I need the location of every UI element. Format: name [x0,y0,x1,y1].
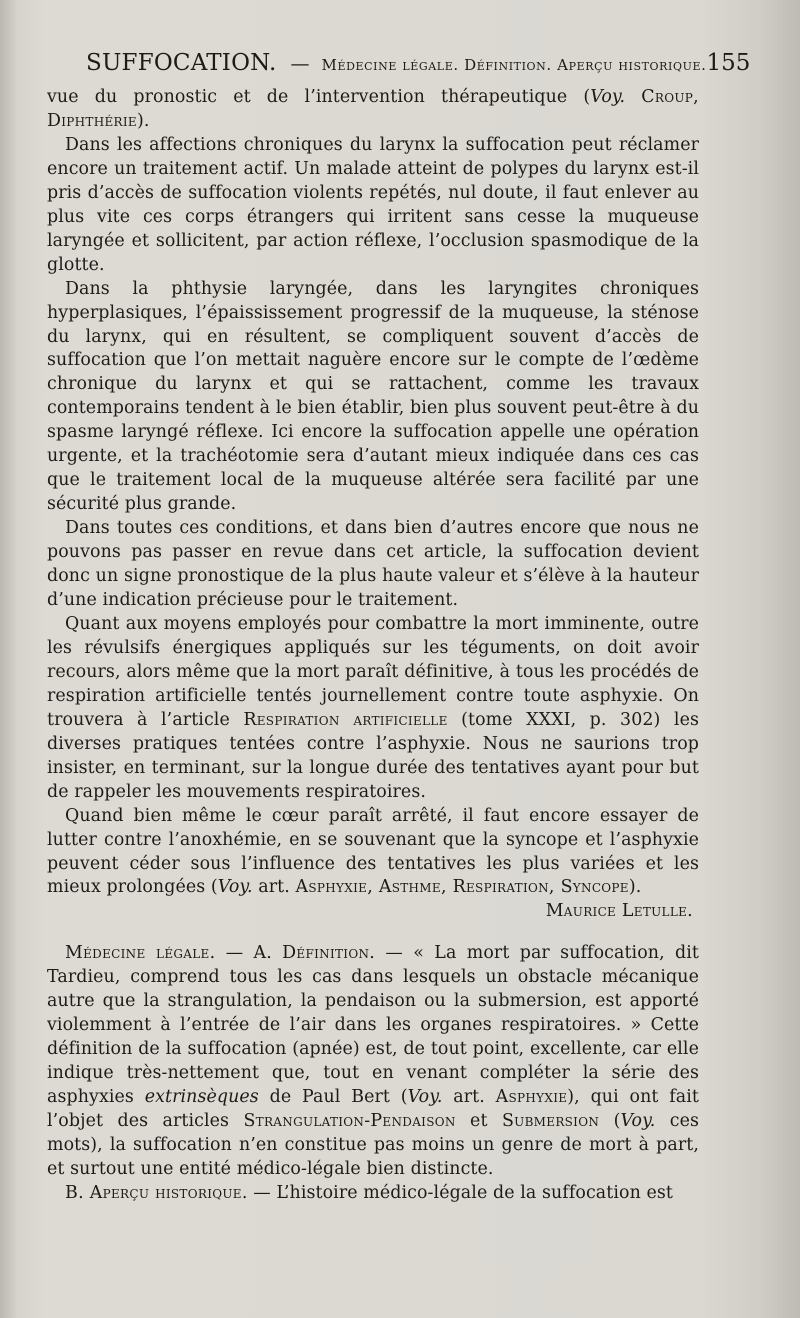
section-gap [47,924,699,942]
cross-reference: Submersion [501,1111,600,1132]
paragraph: Dans la phthysie laryngée, dans les laryngites chroniques hyperplasiques, l’épaississement progressif de la muqueuse, la sténose du larynx, qui en résultent, se compliquent souvent d’accès de suffocation que l’on mettait naguère encore sur le compte de l’œdème chronique du larynx et qui se rattachent, comme les travaux contemporains tendent à le bien établir, bien plus souvent peut-être à du spasme laryngé réflexe. Ici encore la suffocation appelle une opération urgente, et la trachéotomie sera d’autant mieux indiquée dans ces cas que le traitement local de la muqueuse altérée sera facilité par une sécurité plus grande. [47,278,699,515]
cross-reference: Asphyxie, Asthme, Respiration, Syncope [295,877,629,898]
section-heading: Médecine légale. [65,943,216,964]
section-paragraph: B. Aperçu historique. — L’histoire médico-légale de la suffocation est [65,1182,674,1203]
paragraph: Quant aux moyens employés pour combattre la mort imminente, outre les révulsifs énergiques appliqués sur les téguments, on doit avoir recours, alors même que la mort paraît définitive, à tous les procédés de respiration artificielle tentés journellement contre toute asphyxie. On trouvera à l’article Respiration artificielle (tome XXXI, p. 302) les diverses pratiques tentées contre l’asphyxie. Nous ne saurions trop insister, en terminant, sur la longue durée des tentatives ayant pour but de rappeler les mouvements respiratoires. [47,613,699,802]
paragraph-continuation: vue du pronostic et de l’intervention thérapeutique (Voy. Croup, Diphthérie). [47,87,699,131]
italic-term: extrinsèques [144,1087,259,1108]
body-text [47,86,699,1206]
header-title: SUFFOCATION. [86,50,277,76]
header-subtitle: Médecine légale. Définition. Aperçu historique. [321,56,707,74]
section-paragraph: Médecine légale. — A. Définition. — « La mort par suffocation, dit Tardieu, comprend tous les cas dans lesquels un obstacle mécanique autre que la strangulation, la pendaison ou la submersion, est apporté violemment à l’entrée de l’air dans les organes respiratoires. » Cette définition de la suffocation (apnée) est, de tout point, excellente, car elle indique très-nettement que, tout en venant compléter la série des asphyxies extrinsèques de Paul Bert (Voy. art. Asphyxie), qui ont fait l’objet des articles Strangulation-Pendaison et Submersion (Voy. ces mots), la suffocation n’en constitue pas moins un genre de mort à part, et surtout une entité médico-légale bien distincte. [47,943,700,1179]
voy-abbrev: Voy. [217,877,253,898]
paragraph: Dans les affections chroniques du larynx la suffocation peut réclamer encore un traitement actif. Un malade atteint de polypes du larynx est-il pris d’accès de suffocation violents repétés, nul doute, il faut enlever au plus vite ces corps étrangers qui irritent sans cesse la muqueuse laryngée et sollicitent, par action réflexe, l’occlusion spasmodique de la glotte. [47,134,699,275]
subsection-heading: Définition. [282,943,376,964]
voy-abbrev: Voy. [620,1111,656,1132]
header-dash: — [290,53,310,75]
cross-reference: Strangulation-Pendaison [243,1111,456,1132]
running-header [86,50,751,80]
cross-reference: Asphyxie [495,1087,568,1108]
paragraph: Quand bien même le cœur paraît arrêté, il faut encore essayer de lutter contre l’anoxhémie, en se souvenant que la syncope et l’asphyxie peuvent céder sous l’influence des tentatives les plus variées et les mieux prolongées (Voy. art. Asphyxie, Asthme, Respiration, Syncope). [47,805,699,898]
author-signature: Maurice Letulle. [545,901,693,922]
paragraph: Dans toutes ces conditions, et dans bien d’autres encore que nous ne pouvons pas passer en revue dans cet article, la suffocation devient donc un signe pronostique de la plus haute valeur et s’élève à la hauteur d’une indication précieuse pour le traitement. [47,518,699,611]
page-number: 155 [706,50,751,76]
voy-abbrev: Voy. [590,87,626,107]
subsection-heading: B. Aperçu historique. [65,1182,248,1203]
cross-reference: Croup, Diphthérie [47,87,699,131]
voy-abbrev: Voy. [407,1087,443,1108]
cross-reference: Respiration artificielle [243,709,448,730]
